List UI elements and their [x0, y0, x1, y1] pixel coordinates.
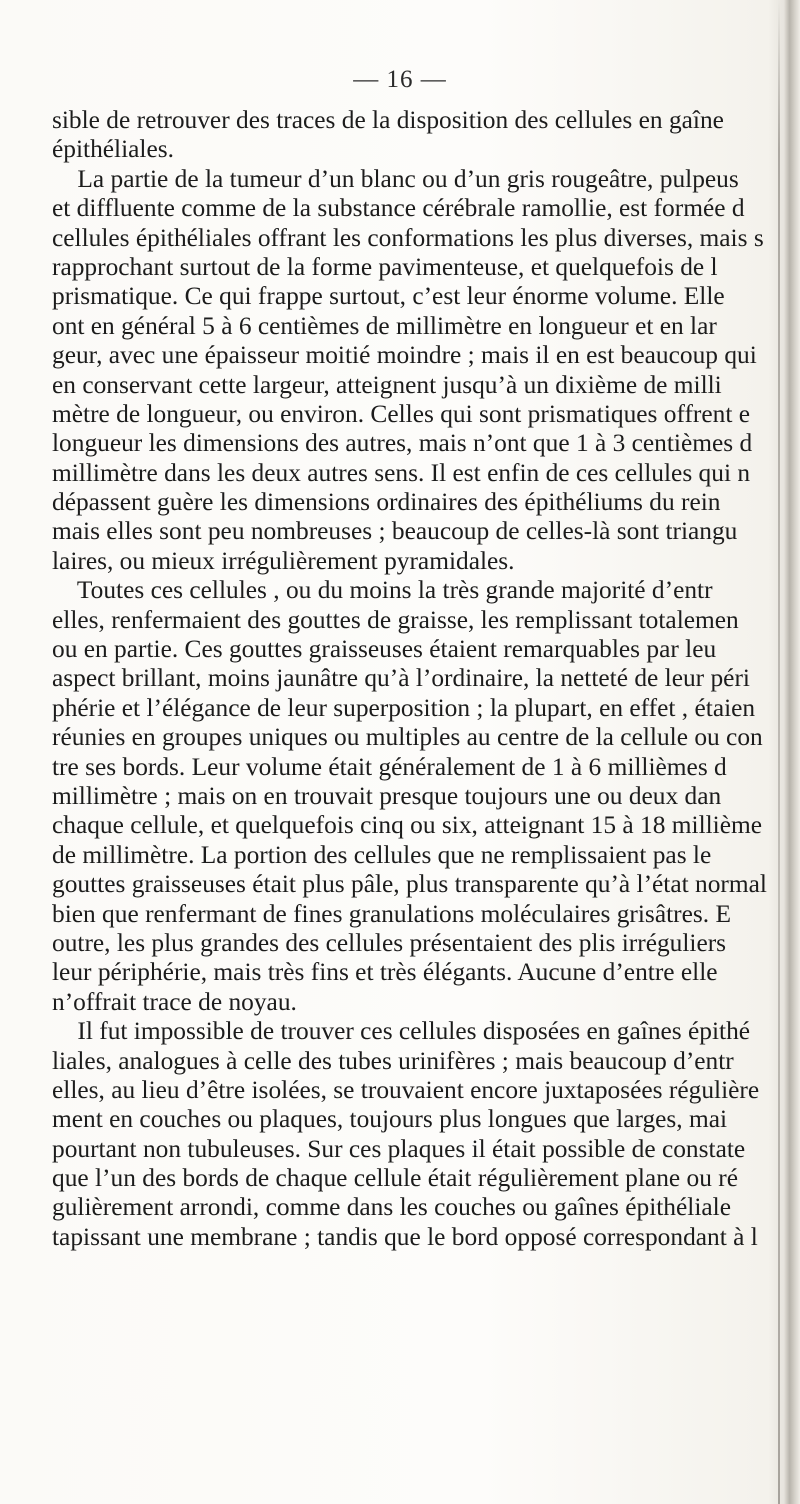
text-line: dépassent guère les dimensions ordinaires des épithéliums du rein: [52, 488, 721, 517]
text-line: tre ses bords. Leur volume était généralement de 1 à 6 millièmes d: [52, 752, 727, 781]
text-line: La partie de la tumeur d’un blanc ou d’un gris rougeâtre, pulpeus: [52, 164, 739, 193]
text-line: réunies en groupes uniques ou multiples au centre de la cellule ou con: [52, 723, 763, 752]
text-line: que l’un des bords de chaque cellule était régulièrement plane ou ré: [52, 1164, 738, 1193]
text-line: mais elles sont peu nombreuses ; beaucoup de celles-là sont triangu: [52, 517, 738, 546]
text-line: elles, au lieu d’être isolées, se trouvaient encore juxtaposées régulière: [52, 1075, 760, 1104]
text-line: geur, avec une épaisseur moitié moindre ; mais il en est beaucoup qui: [52, 341, 757, 370]
text-line: en conservant cette largeur, atteignent jusqu’à un dixième de milli: [52, 370, 722, 399]
text-line: prismatique. Ce qui frappe surtout, c’est leur énorme volume. Elle: [52, 282, 725, 311]
text-line: de millimètre. La portion des cellules que ne remplissaient pas le: [52, 840, 712, 869]
text-line: laires, ou mieux irrégulièrement pyramidales.: [52, 546, 515, 575]
text-line: ont en général 5 à 6 centièmes de millimètre en longueur et en lar: [52, 311, 717, 340]
text-line: elles, renfermaient des gouttes de graisse, les remplissant totalemen: [52, 605, 739, 634]
text-line: tapissant une membrane ; tandis que le bord opposé correspondant à l: [52, 1222, 758, 1251]
text-line: mètre de longueur, ou environ. Celles qui sont prismatiques offrent e: [52, 399, 751, 428]
text-line: épithéliales.: [52, 135, 174, 164]
text-line: rapprochant surtout de la forme pavimenteuse, et quelquefois de l: [52, 252, 718, 281]
text-line: gouttes graisseuses était plus pâle, plus transparente qu’à l’état normal: [52, 870, 767, 899]
text-line: ment en couches ou plaques, toujours plus longues que larges, mai: [52, 1105, 728, 1134]
text-line: Il fut impossible de trouver ces cellules disposées en gaînes épithé: [52, 1017, 751, 1046]
text-line: cellules épithéliales offrant les conformations les plus diverses, mais s: [52, 223, 764, 252]
body-text: [52, 106, 778, 1252]
text-line: liales, analogues à celle des tubes urinifères ; mais beaucoup d’entr: [52, 1046, 734, 1075]
text-line: Toutes ces cellules , ou du moins la très grande majorité d’entr: [52, 576, 713, 605]
text-line: n’offrait trace de noyau.: [52, 987, 297, 1016]
text-line: pourtant non tubuleuses. Sur ces plaques il était possible de constate: [52, 1134, 746, 1163]
text-line: millimètre ; mais on en trouvait presque toujours une ou deux dan: [52, 781, 722, 810]
text-line: leur périphérie, mais très fins et très élégants. Aucune d’entre elle: [52, 958, 718, 987]
text-line: bien que renfermant de fines granulations moléculaires grisâtres. E: [52, 899, 731, 928]
text-line: sible de retrouver des traces de la disposition des cellules en gaîne: [52, 106, 724, 134]
binding-gutter: [784, 0, 800, 1504]
text-line: phérie et l’élégance de leur superposition ; la plupart, en effet , étaien: [52, 693, 756, 722]
text-line: chaque cellule, et quelquefois cinq ou six, atteignant 15 à 18 millième: [52, 811, 763, 840]
text-line: millimètre dans les deux autres sens. Il est enfin de ces cellules qui n: [52, 458, 751, 487]
text-line: outre, les plus grandes des cellules présentaient des plis irréguliers: [52, 928, 727, 957]
text-line: ou en partie. Ces gouttes graisseuses étaient remarquables par leu: [52, 635, 717, 664]
text-line: longueur les dimensions des autres, mais n’ont que 1 à 3 centièmes d: [52, 429, 753, 458]
text-line: aspect brillant, moins jaunâtre qu’à l’ordinaire, la netteté de leur péri: [52, 664, 750, 693]
text-line: et diffluente comme de la substance cérébrale ramollie, est formée d: [52, 194, 745, 223]
text-line: gulièrement arrondi, comme dans les couches ou gaînes épithéliale: [52, 1193, 731, 1222]
binding-shadow-line: [778, 0, 780, 1504]
page-number-header: — 16 —: [353, 66, 447, 93]
